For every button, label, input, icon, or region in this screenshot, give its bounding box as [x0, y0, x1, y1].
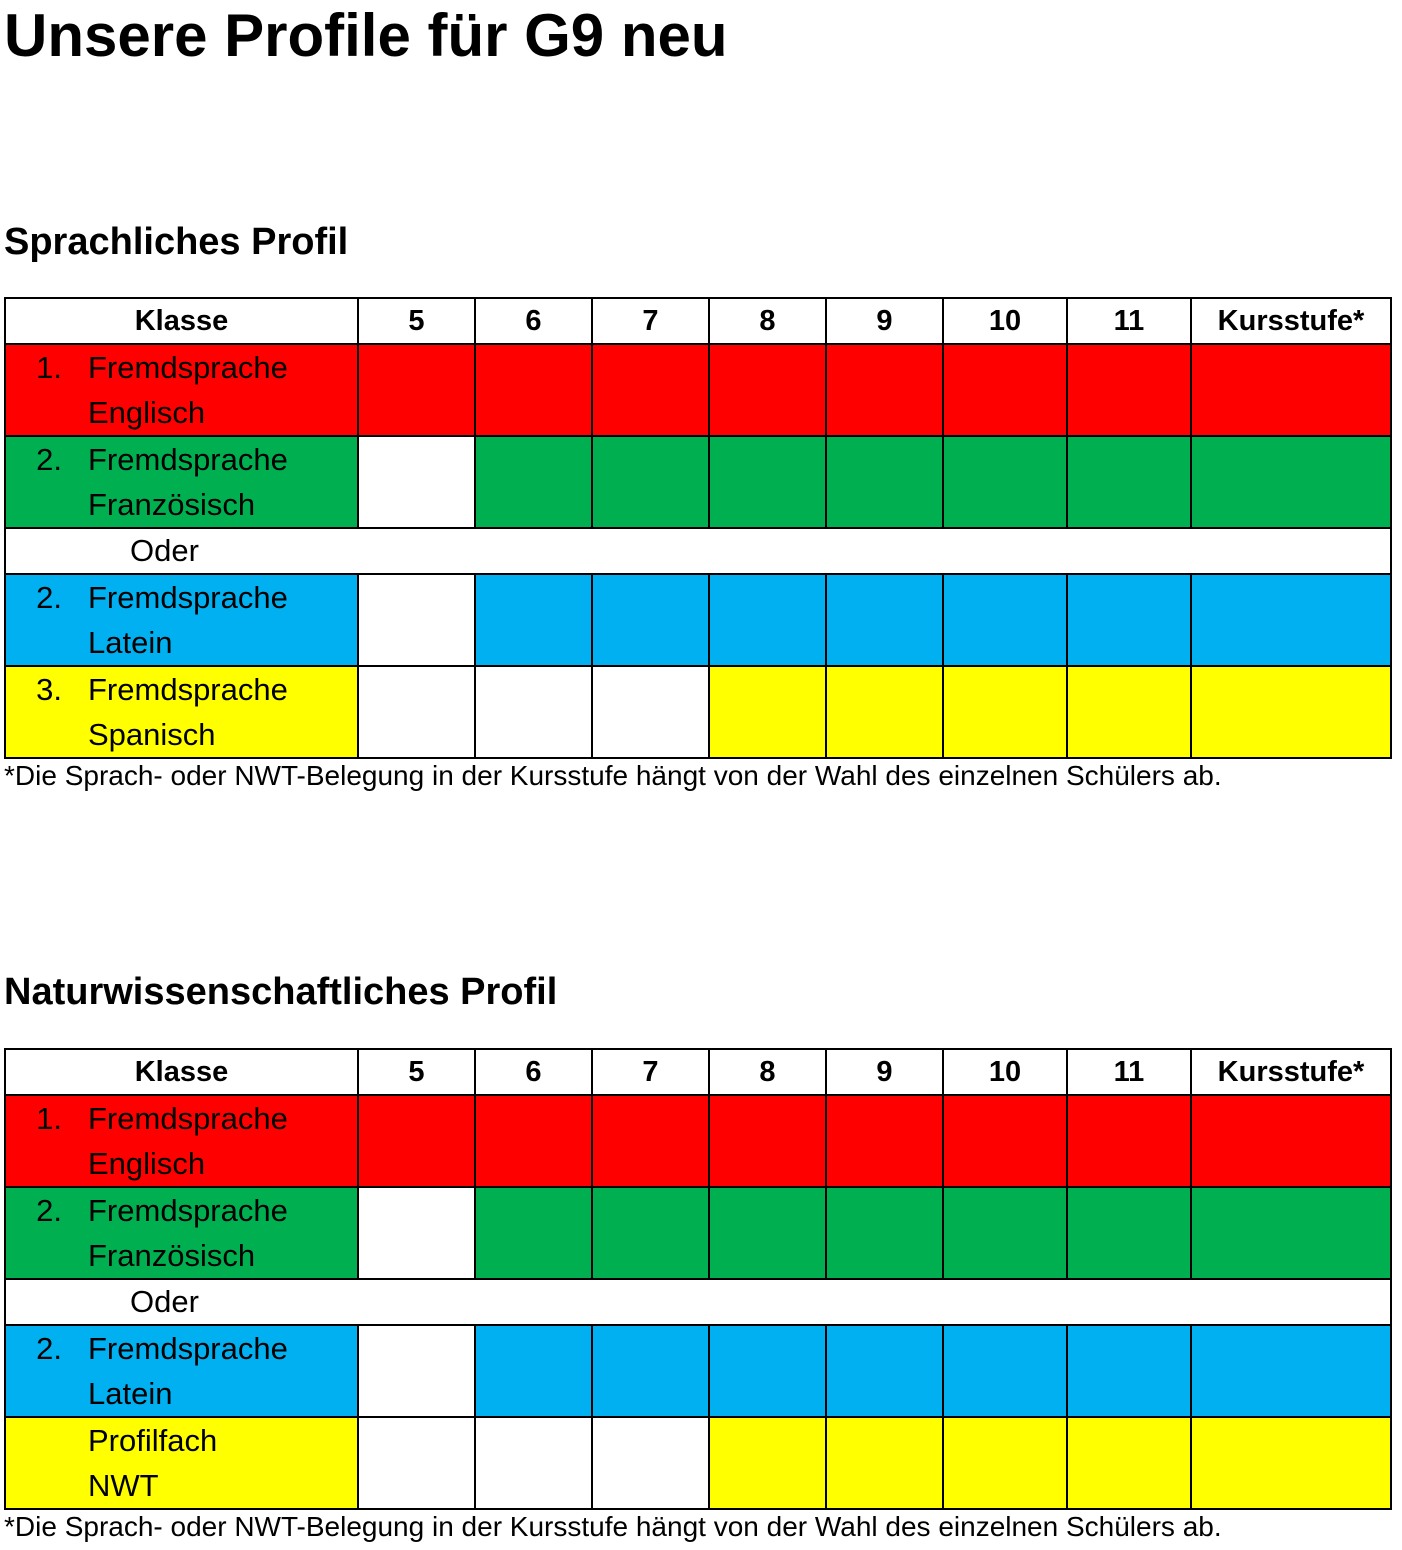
- header-column: 8: [709, 1049, 826, 1095]
- subject-number: [6, 1418, 90, 1508]
- oder-row: [5, 1279, 1391, 1325]
- grade-cell: [592, 1187, 709, 1279]
- grade-cell: [826, 1095, 943, 1187]
- header-column: 5: [358, 298, 475, 344]
- subject-row: [5, 574, 1391, 666]
- subject-row: [5, 1417, 1391, 1509]
- grade-cell: [943, 1187, 1067, 1279]
- grade-cell: [1191, 344, 1391, 436]
- grade-cell: [475, 1095, 592, 1187]
- grade-cell: [1067, 1325, 1191, 1417]
- grade-cell: [475, 574, 592, 666]
- grade-cell: [592, 1325, 709, 1417]
- grade-cell: [943, 574, 1067, 666]
- grade-cell: [358, 574, 475, 666]
- subject-label-cell: [5, 1187, 358, 1279]
- grade-cell: [1067, 1095, 1191, 1187]
- subject-line1: Fremdsprache: [88, 672, 288, 707]
- header-column: Kursstufe*: [1191, 1049, 1391, 1095]
- subject-line2: Englisch: [88, 395, 206, 430]
- grade-cell: [826, 436, 943, 528]
- grade-cell: [358, 666, 475, 758]
- subject-label: [6, 1188, 357, 1278]
- grade-cell: [358, 1187, 475, 1279]
- header-column: 9: [826, 298, 943, 344]
- oder-row: [5, 528, 1391, 574]
- subject-line1: Fremdsprache: [88, 580, 288, 615]
- subject-label-cell: [5, 1095, 358, 1187]
- subject-label-cell: [5, 1417, 358, 1509]
- subject-number: 1.: [36, 350, 62, 385]
- grade-cell: [943, 344, 1067, 436]
- subject-name: [88, 345, 357, 435]
- grade-cell: [475, 1417, 592, 1509]
- subject-label: [6, 345, 357, 435]
- subject-number: 2.: [36, 1193, 62, 1228]
- subject-label: [6, 1326, 357, 1416]
- header-column: 5: [358, 1049, 475, 1095]
- subject-number: 1.: [36, 1101, 62, 1136]
- subject-label-cell: [5, 436, 358, 528]
- grade-cell: [1191, 1187, 1391, 1279]
- grade-cell: [826, 1417, 943, 1509]
- subject-name: [88, 437, 357, 527]
- grade-cell: [943, 1417, 1067, 1509]
- footnote-naturwissenschaftlich: *Die Sprach- oder NWT-Belegung in der Kursstufe hängt von der Wahl des einzelnen Schülers ab.: [4, 1511, 1222, 1542]
- grade-cell: [475, 436, 592, 528]
- subject-row: [5, 666, 1391, 758]
- grade-cell: [1191, 1417, 1391, 1509]
- header-klasse: Klasse: [5, 1049, 358, 1095]
- grade-cell: [592, 436, 709, 528]
- grade-cell: [592, 574, 709, 666]
- section-title-sprachlich: Sprachliches Profil: [4, 221, 349, 263]
- subject-line1: Profilfach: [88, 1423, 218, 1458]
- grade-cell: [358, 436, 475, 528]
- profile-table-sprachlich: [4, 297, 1392, 759]
- grade-cell: [709, 1325, 826, 1417]
- grade-cell: [826, 574, 943, 666]
- subject-line1: Fremdsprache: [88, 1331, 288, 1366]
- subject-number: 2.: [36, 442, 62, 477]
- grade-cell: [709, 344, 826, 436]
- grade-cell: [475, 344, 592, 436]
- subject-name: [88, 1188, 357, 1278]
- subject-line1: Fremdsprache: [88, 350, 288, 385]
- subject-label: [6, 1096, 357, 1186]
- header-column: 10: [943, 298, 1067, 344]
- subject-line1: Fremdsprache: [88, 1101, 288, 1136]
- grade-cell: [709, 1095, 826, 1187]
- grade-cell: [943, 1095, 1067, 1187]
- subject-line1: Fremdsprache: [88, 1193, 288, 1228]
- page-title: Unsere Profile für G9 neu: [4, 2, 728, 69]
- grade-cell: [709, 574, 826, 666]
- subject-label-cell: [5, 666, 358, 758]
- header-column: 6: [475, 1049, 592, 1095]
- grade-cell: [1067, 344, 1191, 436]
- grade-cell: [1067, 666, 1191, 758]
- subject-line2: Spanisch: [88, 717, 216, 752]
- grade-cell: [1067, 1187, 1191, 1279]
- grade-cell: [592, 666, 709, 758]
- grade-cell: [475, 1325, 592, 1417]
- footnote-sprachlich: *Die Sprach- oder NWT-Belegung in der Kursstufe hängt von der Wahl des einzelnen Schülers ab.: [4, 760, 1222, 791]
- subject-number: 2.: [36, 1331, 62, 1366]
- subject-number: 3.: [36, 672, 62, 707]
- grade-cell: [709, 436, 826, 528]
- subject-row: [5, 1187, 1391, 1279]
- grade-cell: [1067, 574, 1191, 666]
- grade-cell: [358, 1095, 475, 1187]
- oder-label: Oder: [5, 528, 1391, 574]
- subject-number: 2.: [36, 580, 62, 615]
- header-column: 11: [1067, 298, 1191, 344]
- table-header-row: [5, 298, 1391, 344]
- subject-line2: Latein: [88, 625, 173, 660]
- grade-cell: [1191, 436, 1391, 528]
- subject-line2: Französisch: [88, 1238, 256, 1273]
- grade-cell: [826, 666, 943, 758]
- subject-name: [88, 1418, 357, 1508]
- grade-cell: [826, 1187, 943, 1279]
- grade-cell: [592, 1095, 709, 1187]
- grade-cell: [1067, 436, 1191, 528]
- grade-cell: [358, 344, 475, 436]
- table-header-row: [5, 1049, 1391, 1095]
- grade-cell: [709, 1417, 826, 1509]
- grade-cell: [592, 344, 709, 436]
- grade-cell: [475, 1187, 592, 1279]
- header-column: 7: [592, 298, 709, 344]
- subject-row: [5, 344, 1391, 436]
- grade-cell: [358, 1417, 475, 1509]
- header-klasse: Klasse: [5, 298, 358, 344]
- grade-cell: [1191, 666, 1391, 758]
- subject-label: [6, 1418, 357, 1508]
- subject-row: [5, 1095, 1391, 1187]
- subject-name: [88, 1096, 357, 1186]
- grade-cell: [943, 666, 1067, 758]
- subject-name: [88, 667, 357, 757]
- subject-label-cell: [5, 574, 358, 666]
- grade-cell: [475, 666, 592, 758]
- grade-cell: [943, 436, 1067, 528]
- subject-label: [6, 575, 357, 665]
- subject-name: [88, 575, 357, 665]
- header-column: 10: [943, 1049, 1067, 1095]
- header-column: 6: [475, 298, 592, 344]
- profile-table-naturwissenschaftlich: [4, 1048, 1392, 1510]
- subject-name: [88, 1326, 357, 1416]
- subject-row: [5, 436, 1391, 528]
- header-column: 8: [709, 298, 826, 344]
- oder-label: Oder: [5, 1279, 1391, 1325]
- grade-cell: [358, 1325, 475, 1417]
- subject-label: [6, 437, 357, 527]
- subject-line2: NWT: [88, 1468, 159, 1503]
- grade-cell: [1191, 1095, 1391, 1187]
- subject-row: [5, 1325, 1391, 1417]
- grade-cell: [943, 1325, 1067, 1417]
- subject-line2: Latein: [88, 1376, 173, 1411]
- grade-cell: [1191, 1325, 1391, 1417]
- subject-line1: Fremdsprache: [88, 442, 288, 477]
- subject-label: [6, 667, 357, 757]
- grade-cell: [709, 666, 826, 758]
- subject-line2: Französisch: [88, 487, 256, 522]
- grade-cell: [1067, 1417, 1191, 1509]
- grade-cell: [592, 1417, 709, 1509]
- grade-cell: [709, 1187, 826, 1279]
- header-column: 7: [592, 1049, 709, 1095]
- header-column: Kursstufe*: [1191, 298, 1391, 344]
- subject-label-cell: [5, 344, 358, 436]
- grade-cell: [1191, 574, 1391, 666]
- subject-label-cell: [5, 1325, 358, 1417]
- grade-cell: [826, 344, 943, 436]
- header-column: 9: [826, 1049, 943, 1095]
- subject-line2: Englisch: [88, 1146, 206, 1181]
- section-title-naturwissenschaftlich: Naturwissenschaftliches Profil: [4, 971, 558, 1013]
- header-column: 11: [1067, 1049, 1191, 1095]
- grade-cell: [826, 1325, 943, 1417]
